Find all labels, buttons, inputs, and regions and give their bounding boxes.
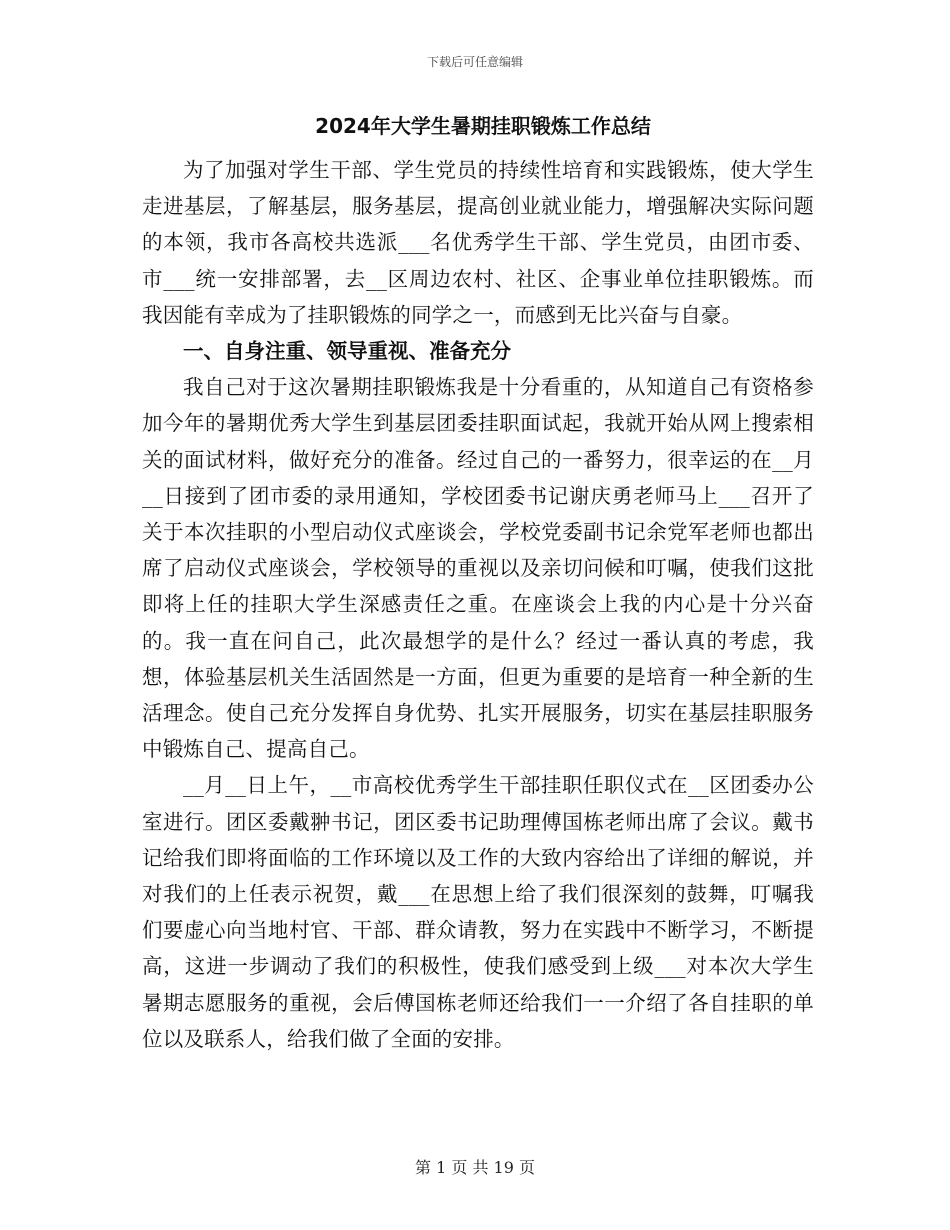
paragraph-intro: 为了加强对学生干部、学生党员的持续性培育和实践锻炼，使大学生走进基层，了解基层，服务基层，提高创业就业能力，增强解决实际问题的本领，我市各高校共选派___名优秀学生干部、学生党员，由团市委、市___统一安排部署，去__区周边农村、社区、企事业单位挂职锻炼。而我因能有幸成为了挂职锻炼的同学之一，而感到无比兴奋与自豪。 <box>142 158 814 327</box>
section-heading-1: 一、自身注重、领导重视、准备充分 <box>183 339 511 364</box>
page-number-footer: 第 1 页 共 19 页 <box>415 1158 535 1177</box>
page-header-note: 下载后可任意编辑 <box>426 55 523 69</box>
document-title: 2024年大学生暑期挂职锻炼工作总结 <box>315 114 651 138</box>
document-body <box>142 110 814 1057</box>
paragraph-ceremony: __月__日上午，__市高校优秀学生干部挂职任职仪式在__区团委办公室进行。团区委戴翀书记，团区委书记助理傅国栋老师出席了会议。戴书记给我们即将面临的工作环境以及工作的大致内容给出了详细的解说，并对我们的上任表示祝贺，戴___在思想上给了我们很深刻的鼓舞，叮嘱我们要虚心向当地村官、干部、群众请教，努力在实践中不断学习，不断提高，这进一步调动了我们的积极性，使我们感受到上级___对本次大学生暑期志愿服务的重视，会后傅国栋老师还给我们一一介绍了各自挂职的单位以及联系人，给我们做了全面的安排。 <box>142 773 814 1051</box>
paragraph-preparation: 我自己对于这次暑期挂职锻炼我是十分看重的，从知道自己有资格参加今年的暑期优秀大学生到基层团委挂职面试起，我就开始从网上搜索相关的面试材料，做好充分的准备。经过自己的一番努力，很幸运的在__月__日接到了团市委的录用通知，学校团委书记谢庆勇老师马上___召开了关于本次挂职的小型启动仪式座谈会，学校党委副书记余党军老师也都出席了启动仪式座谈会，学校领导的重视以及亲切问候和叮嘱，使我们这批即将上任的挂职大学生深感责任之重。在座谈会上我的内心是十分兴奋的。我一直在问自己，此次最想学的是什么？经过一番认真的考虑，我想，体验基层机关生活固然是一方面，但更为重要的是培育一种全新的生活理念。使自己充分发挥自身优势、扎实开展服务，切实在基层挂职服务中锻炼自己、提高自己。 <box>142 375 814 762</box>
